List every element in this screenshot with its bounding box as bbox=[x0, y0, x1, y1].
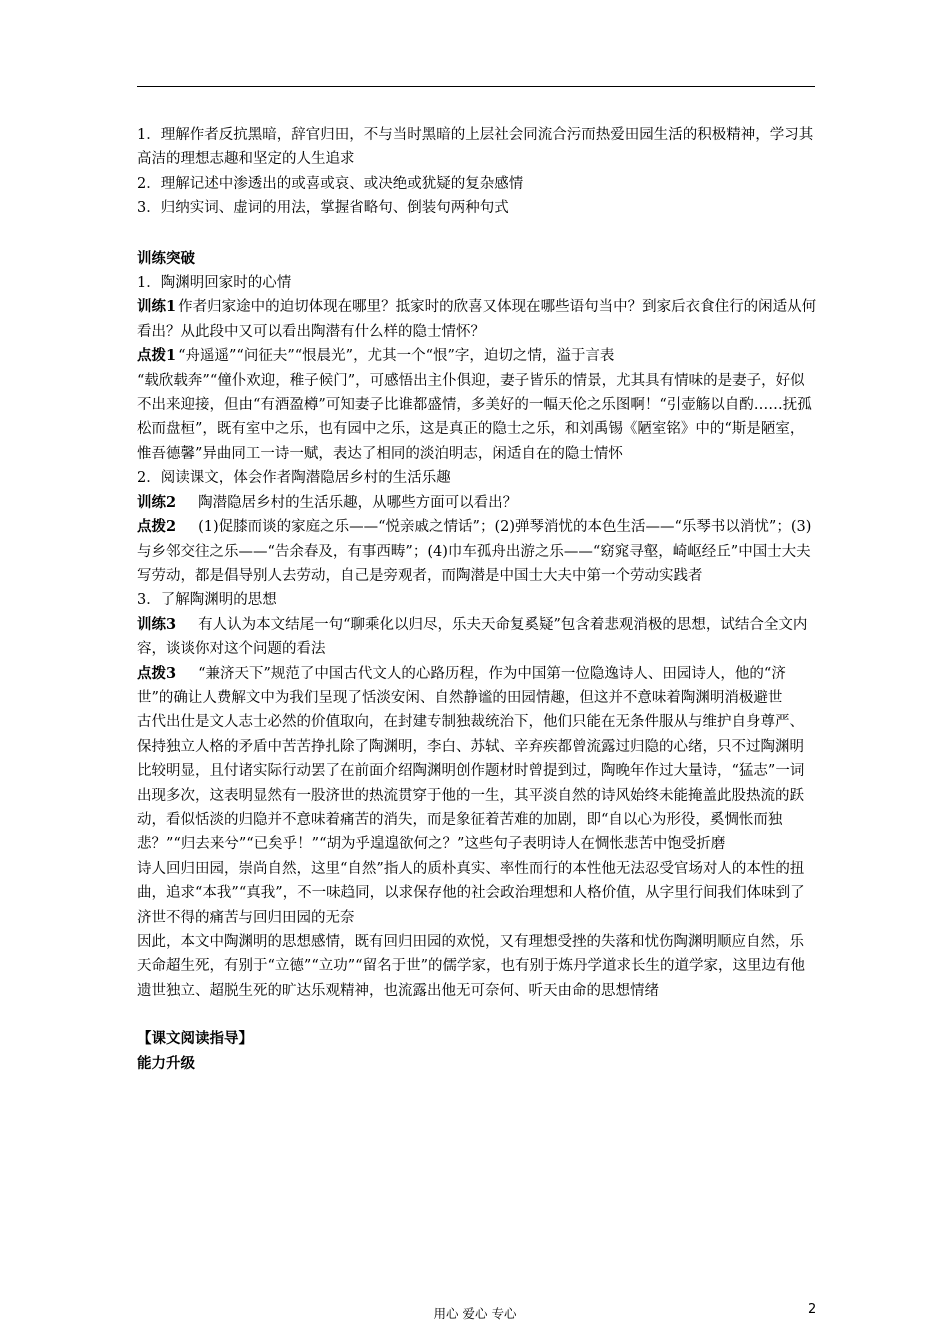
hint-2-text: (1)促膝而谈的家庭之乐——“悦亲戚之情话”；(2)弹琴消忧的本色生活——“乐琴书以消忧”；(3)与乡邻交往之乐——“告余春及，有事西畴”；(4)巾车孤舟出游之乐——“窈窕寻壑，崎岖经丘”中国士大夫写劳动，都是倡导别人去劳动，自己是旁观者，而陶潜是中国士大夫中第一个劳动实践者 bbox=[137, 519, 812, 584]
hint-3-text: “兼济天下”规范了中国古代文人的心路历程，作为中国第一位隐逸诗人、田园诗人，他的“济世”的确让人费解文中为我们呈现了恬淡安闲、自然静谧的田园情趣，但这并不意味着陶渊明消极避世 bbox=[137, 665, 786, 706]
training-3-text: 有人认为本文结尾一句“聊乘化以归尽，乐夫天命复奚疑”包含着悲观消极的思想，试结合全文内容，谈谈你对这个问题的看法 bbox=[137, 616, 808, 658]
header-rule bbox=[137, 86, 815, 87]
hint-3 bbox=[137, 662, 817, 711]
document-body bbox=[137, 123, 817, 1076]
training-1-label: 训练1 bbox=[137, 298, 177, 316]
objective-2: 2．理解记述中渗透出的或喜或哀、或决绝或犹疑的复杂感情 bbox=[137, 175, 524, 192]
hint-3-label: 点拨3 bbox=[137, 664, 177, 682]
training-2-label: 训练2 bbox=[137, 493, 177, 511]
guide-title: 【课文阅读指导】 bbox=[137, 1030, 253, 1048]
spacer bbox=[137, 1003, 817, 1027]
hint-2-label: 点拨2 bbox=[137, 518, 177, 536]
hint-1 bbox=[137, 344, 817, 368]
ability-title: 能力升级 bbox=[137, 1054, 195, 1072]
spacer bbox=[137, 221, 817, 247]
training-3 bbox=[137, 613, 817, 662]
training-2 bbox=[137, 491, 817, 515]
training-1-text: 作者归家途中的迫切体现在哪里？抵家时的欣喜又体现在哪些语句当中？到家后衣食住行的闲适从何看出？从此段中又可以看出陶潜有什么样的隐士情怀？ bbox=[137, 299, 817, 340]
objective-1: 1．理解作者反抗黑暗，辞官归田，不与当时黑暗的上层社会同流合污而热爱田园生活的积极精神，学习其高洁的理想志趣和坚定的人生追求 bbox=[137, 127, 814, 168]
training-3-label: 训练3 bbox=[137, 615, 177, 633]
objective-3: 3．归纳实词、虚词的用法，掌握省略句、倒装句两种句式 bbox=[137, 200, 509, 217]
part-1-heading: 1．陶渊明回家时的心情 bbox=[137, 275, 292, 292]
hint-1-label: 点拨1 bbox=[137, 347, 177, 365]
page-footer: 用心 爱心 专心 bbox=[433, 1306, 517, 1321]
part-3-heading: 3．了解陶渊明的思想 bbox=[137, 592, 277, 609]
paragraph-3: 因此，本文中陶渊明的思想感情，既有回归田园的欢悦，又有理想受挫的失落和忧伤陶渊明顺应自然，乐天命超生死，有别于“立德”“立功”“留名于世”的儒学家，也有别于炼丹学道求长生的道学家，这里边有他遗世独立、超脱生死的旷达乐观精神，也流露出他无可奈何、听天由命的思想情绪 bbox=[137, 934, 805, 999]
page-number: 2 bbox=[808, 1302, 817, 1317]
hint-2 bbox=[137, 515, 817, 588]
training-2-text: 陶潜隐居乡村的生活乐趣，从哪些方面可以看出？ bbox=[198, 494, 518, 511]
hint-1-continued: “载欣载奔”“僮仆欢迎，稚子候门”，可感悟出主仆俱迎，妻子皆乐的情景，尤其具有情味的是妻子，好似不出来迎接，但由“有酒盈樽”可知妻子比谁都盛情，多美好的一幅天伦之乐图啊！“引壶觞以自酌……抚孤松而盘桓”，既有室中之乐，也有园中之乐，这是真正的隐士之乐，和刘禹锡《陋室铭》中的“斯是陋室，惟吾德馨”异曲同工一诗一赋，表达了相同的淡泊明志，闲适自在的隐士情怀 bbox=[137, 372, 812, 462]
hint-1-text: “舟遥遥”“问征夫”“恨晨光”，尤其一个“恨”字，迫切之情，溢于言表 bbox=[178, 348, 615, 365]
section-title: 训练突破 bbox=[137, 249, 195, 267]
part-2-heading: 2．阅读课文，体会作者陶潜隐居乡村的生活乐趣 bbox=[137, 470, 451, 487]
paragraph-1: 古代出仕是文人志士必然的价值取向，在封建专制独裁统治下，他们只能在无条件服从与维护自身尊严、保持独立人格的矛盾中苦苦挣扎除了陶渊明，李白、苏轼、辛弃疾都曾流露过归隐的心绪，只不过陶渊明比较明显，且付诸实际行动罢了在前面介绍陶渊明创作题材时曾提到过，陶晚年作过大量诗，“猛志”一词出现多次，这表明显然有一股济世的热流贯穿于他的一生，其平淡自然的诗风始终未能掩盖此股热流的跃动，看似恬淡的归隐并不意味着痛苦的消失，而是象征着苦难的加剧，即“自以心为形役，奚惆怅而独悲？”“归去来兮”“已矣乎！”“胡为乎遑遑欲何之？”这些句子表明诗人在惆怅悲苦中饱受折磨 bbox=[137, 714, 805, 853]
paragraph-2: 诗人回归田园，崇尚自然，这里“自然”指人的质朴真实、率性而行的本性他无法忍受官场对人的本性的扭曲，追求“本我”“真我”，不一味趋同，以求保存他的社会政治理想和人格价值，从字里行间我们体味到了济世不得的痛苦与回归田园的无奈 bbox=[137, 860, 805, 926]
training-1 bbox=[137, 295, 817, 344]
